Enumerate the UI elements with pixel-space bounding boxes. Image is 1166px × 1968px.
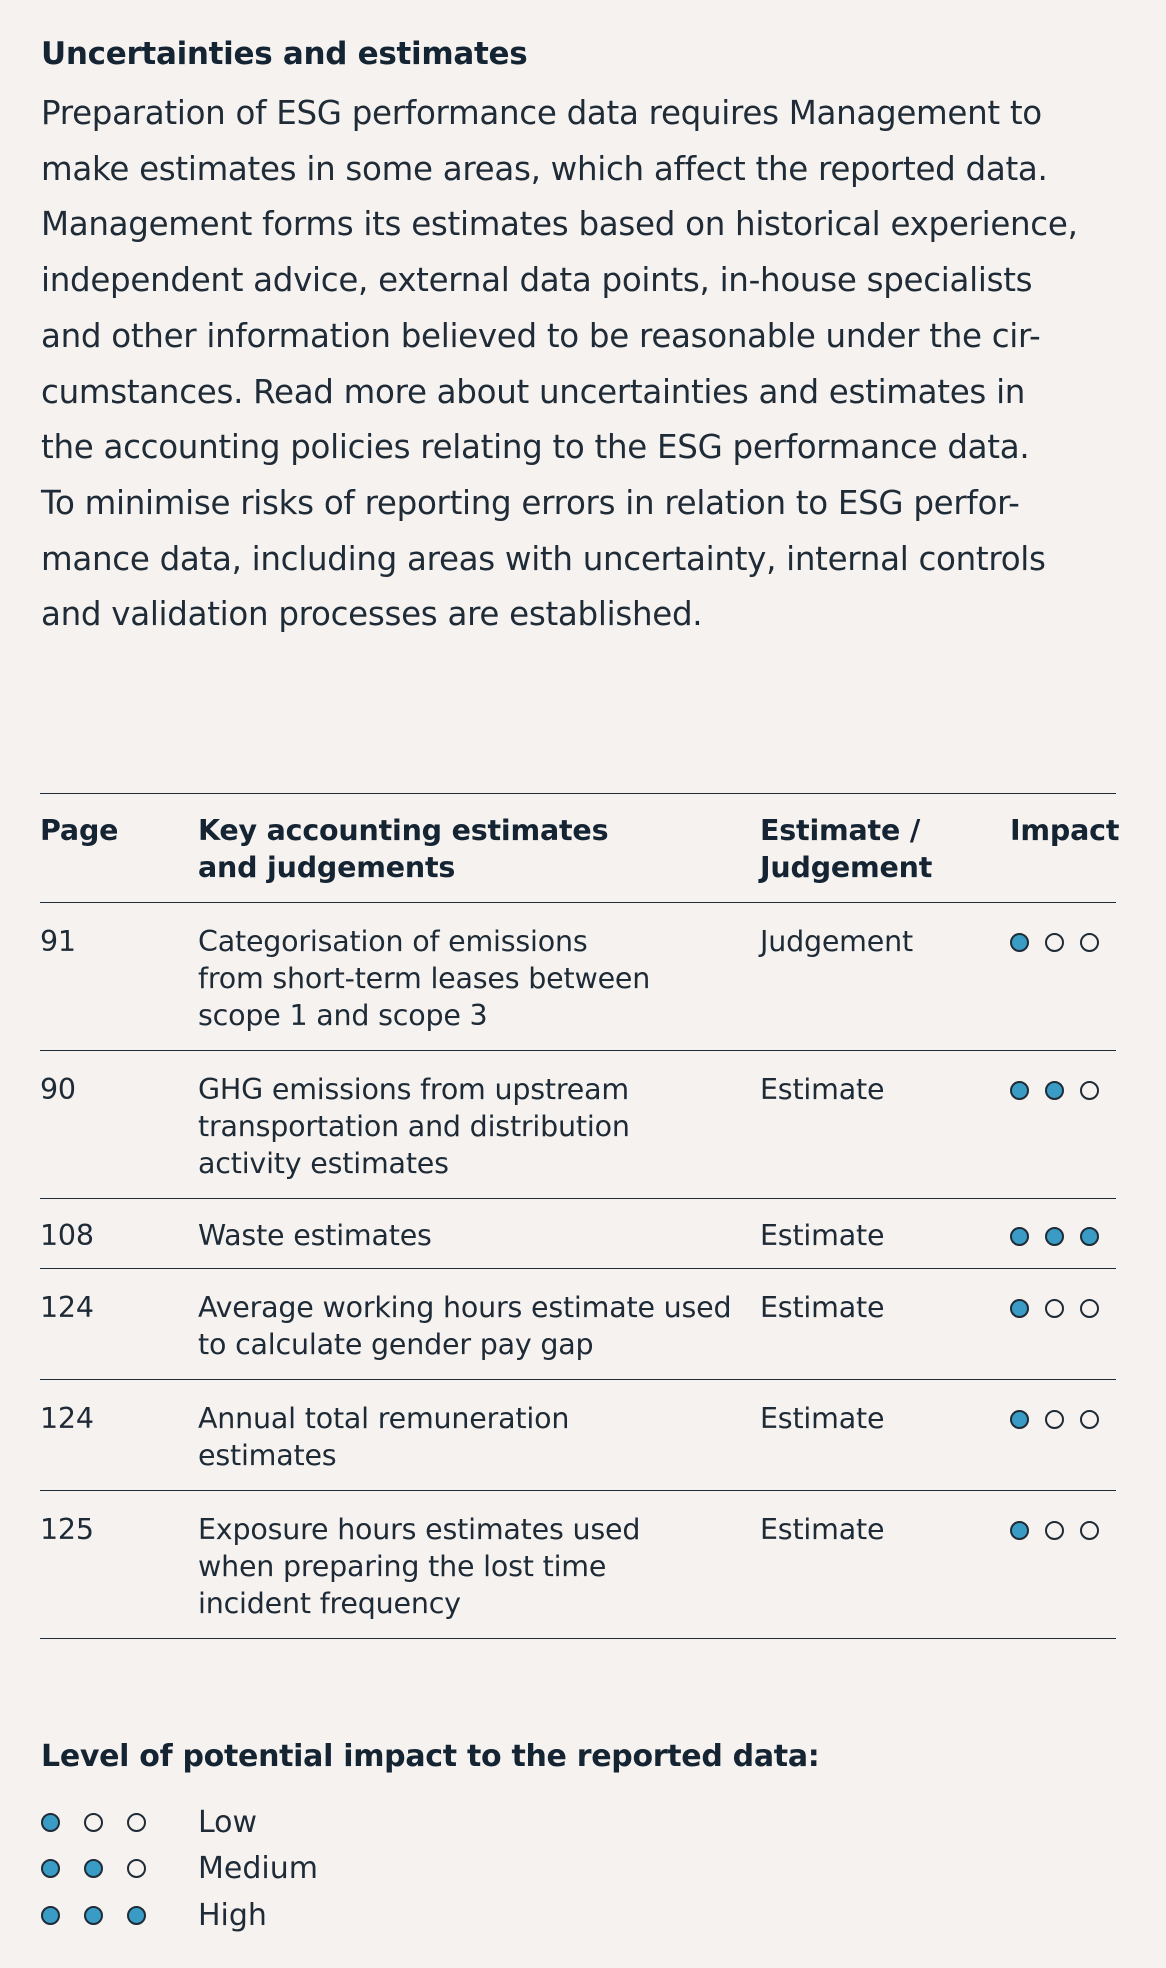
empty-circle-icon	[1045, 933, 1064, 952]
filled-circle-icon	[1080, 1227, 1099, 1246]
intro-line: and other information believed to be reasonable under the cir-	[41, 316, 1041, 355]
table-body	[40, 903, 1116, 1639]
cell-type: Estimate	[760, 1073, 885, 1106]
empty-circle-icon	[127, 1859, 146, 1878]
cell-type: Estimate	[760, 1402, 885, 1435]
intro-line: the accounting policies relating to the ESG performance data.	[41, 428, 1030, 467]
empty-circle-icon	[1080, 1410, 1099, 1429]
empty-circle-icon	[1080, 1299, 1099, 1318]
cell-type: Estimate	[760, 1219, 885, 1252]
description-line: to calculate gender pay gap	[198, 1328, 594, 1361]
cell-page: 124	[40, 1291, 94, 1324]
cell-impact	[1010, 1511, 1116, 1622]
filled-circle-icon	[41, 1859, 60, 1878]
cell-description	[198, 1400, 760, 1474]
filled-circle-icon	[1010, 1299, 1029, 1318]
description-line: GHG emissions from upstream	[198, 1073, 629, 1106]
table-row	[40, 903, 1116, 1051]
description-line: Average working hours estimate used	[198, 1291, 732, 1324]
header-impact: Impact	[1010, 814, 1120, 847]
cell-type: Estimate	[760, 1513, 885, 1546]
impact-dots	[41, 1813, 198, 1832]
intro-line: To minimise risks of reporting errors in relation to ESG perfor-	[41, 483, 1020, 522]
filled-circle-icon	[1010, 933, 1029, 952]
legend-title: Level of potential impact to the reported data:	[41, 1739, 820, 1774]
header-type-line: Judgement	[760, 851, 933, 884]
empty-circle-icon	[1080, 933, 1099, 952]
description-line: transportation and distribution	[198, 1110, 630, 1143]
intro-line: Management forms its estimates based on historical experience,	[41, 205, 1078, 244]
filled-circle-icon	[1010, 1410, 1029, 1429]
intro-line: independent advice, external data points, in-house specialists	[41, 261, 1033, 300]
legend-item	[41, 1799, 318, 1846]
estimates-table	[40, 793, 1120, 1639]
cell-page: 108	[40, 1219, 94, 1252]
cell-page: 90	[40, 1073, 76, 1106]
filled-circle-icon	[127, 1906, 146, 1925]
filled-circle-icon	[1045, 1081, 1064, 1100]
description-line: Annual total remuneration	[198, 1402, 570, 1435]
header-description-line: and judgements	[198, 851, 456, 884]
table-header-row	[40, 794, 1120, 903]
empty-circle-icon	[1045, 1410, 1064, 1429]
section-heading: Uncertainties and estimates	[41, 36, 528, 72]
description-line: Exposure hours estimates used	[198, 1513, 641, 1546]
intro-paragraph	[41, 86, 1131, 643]
legend-label: Low	[198, 1804, 258, 1840]
cell-impact	[1010, 1217, 1116, 1254]
impact-dots	[41, 1906, 198, 1925]
cell-description	[198, 1217, 760, 1254]
intro-line: mance data, including areas with uncertainty, internal controls	[41, 539, 1046, 578]
cell-description	[198, 1071, 760, 1182]
cell-type: Estimate	[760, 1291, 885, 1324]
impact-dots	[1010, 1400, 1116, 1429]
header-description-line: Key accounting estimates	[198, 814, 609, 847]
table-row	[40, 1269, 1116, 1380]
cell-page: 125	[40, 1513, 94, 1546]
table-row	[40, 1491, 1116, 1639]
empty-circle-icon	[1045, 1299, 1064, 1318]
legend-label: High	[198, 1897, 267, 1933]
table-row	[40, 1051, 1116, 1199]
description-line: Waste estimates	[198, 1219, 432, 1252]
header-page: Page	[40, 814, 119, 847]
cell-impact	[1010, 923, 1116, 1034]
description-line: activity estimates	[198, 1147, 449, 1180]
header-type	[760, 812, 1010, 886]
cell-impact	[1010, 1071, 1116, 1182]
legend-item	[41, 1892, 318, 1939]
impact-dots	[1010, 1289, 1116, 1318]
filled-circle-icon	[41, 1813, 60, 1832]
empty-circle-icon	[1045, 1521, 1064, 1540]
impact-dots	[1010, 1217, 1116, 1246]
filled-circle-icon	[41, 1906, 60, 1925]
cell-description	[198, 1511, 760, 1622]
empty-circle-icon	[84, 1813, 103, 1832]
intro-line: cumstances. Read more about uncertainties and estimates in	[41, 372, 1026, 411]
intro-line: make estimates in some areas, which affect the reported data.	[41, 149, 1048, 188]
cell-impact	[1010, 1400, 1116, 1474]
header-type-line: Estimate /	[760, 814, 921, 847]
cell-description	[198, 923, 760, 1034]
description-line: scope 1 and scope 3	[198, 999, 488, 1032]
table-row	[40, 1199, 1116, 1269]
filled-circle-icon	[1045, 1227, 1064, 1246]
impact-dots	[1010, 1511, 1116, 1540]
description-line: Categorisation of emissions	[198, 925, 588, 958]
cell-page: 91	[40, 925, 76, 958]
filled-circle-icon	[1010, 1081, 1029, 1100]
description-line: estimates	[198, 1439, 337, 1472]
header-description	[198, 812, 760, 886]
impact-dots	[41, 1859, 198, 1878]
filled-circle-icon	[84, 1859, 103, 1878]
legend-label: Medium	[198, 1851, 318, 1887]
cell-description	[198, 1289, 760, 1363]
empty-circle-icon	[1080, 1081, 1099, 1100]
cell-type: Judgement	[760, 925, 913, 958]
filled-circle-icon	[1010, 1227, 1029, 1246]
impact-legend	[41, 1799, 318, 1939]
empty-circle-icon	[1080, 1521, 1099, 1540]
table-row	[40, 1380, 1116, 1491]
empty-circle-icon	[127, 1813, 146, 1832]
intro-line: Preparation of ESG performance data requires Management to	[41, 94, 1042, 132]
impact-dots	[1010, 923, 1116, 952]
description-line: when preparing the lost time	[198, 1550, 607, 1583]
cell-page: 124	[40, 1402, 94, 1435]
filled-circle-icon	[84, 1906, 103, 1925]
cell-impact	[1010, 1289, 1116, 1363]
impact-dots	[1010, 1071, 1116, 1100]
intro-line: and validation processes are established.	[41, 595, 703, 634]
filled-circle-icon	[1010, 1521, 1029, 1540]
description-line: incident frequency	[198, 1587, 461, 1620]
description-line: from short-term leases between	[198, 962, 651, 995]
legend-item	[41, 1846, 318, 1893]
